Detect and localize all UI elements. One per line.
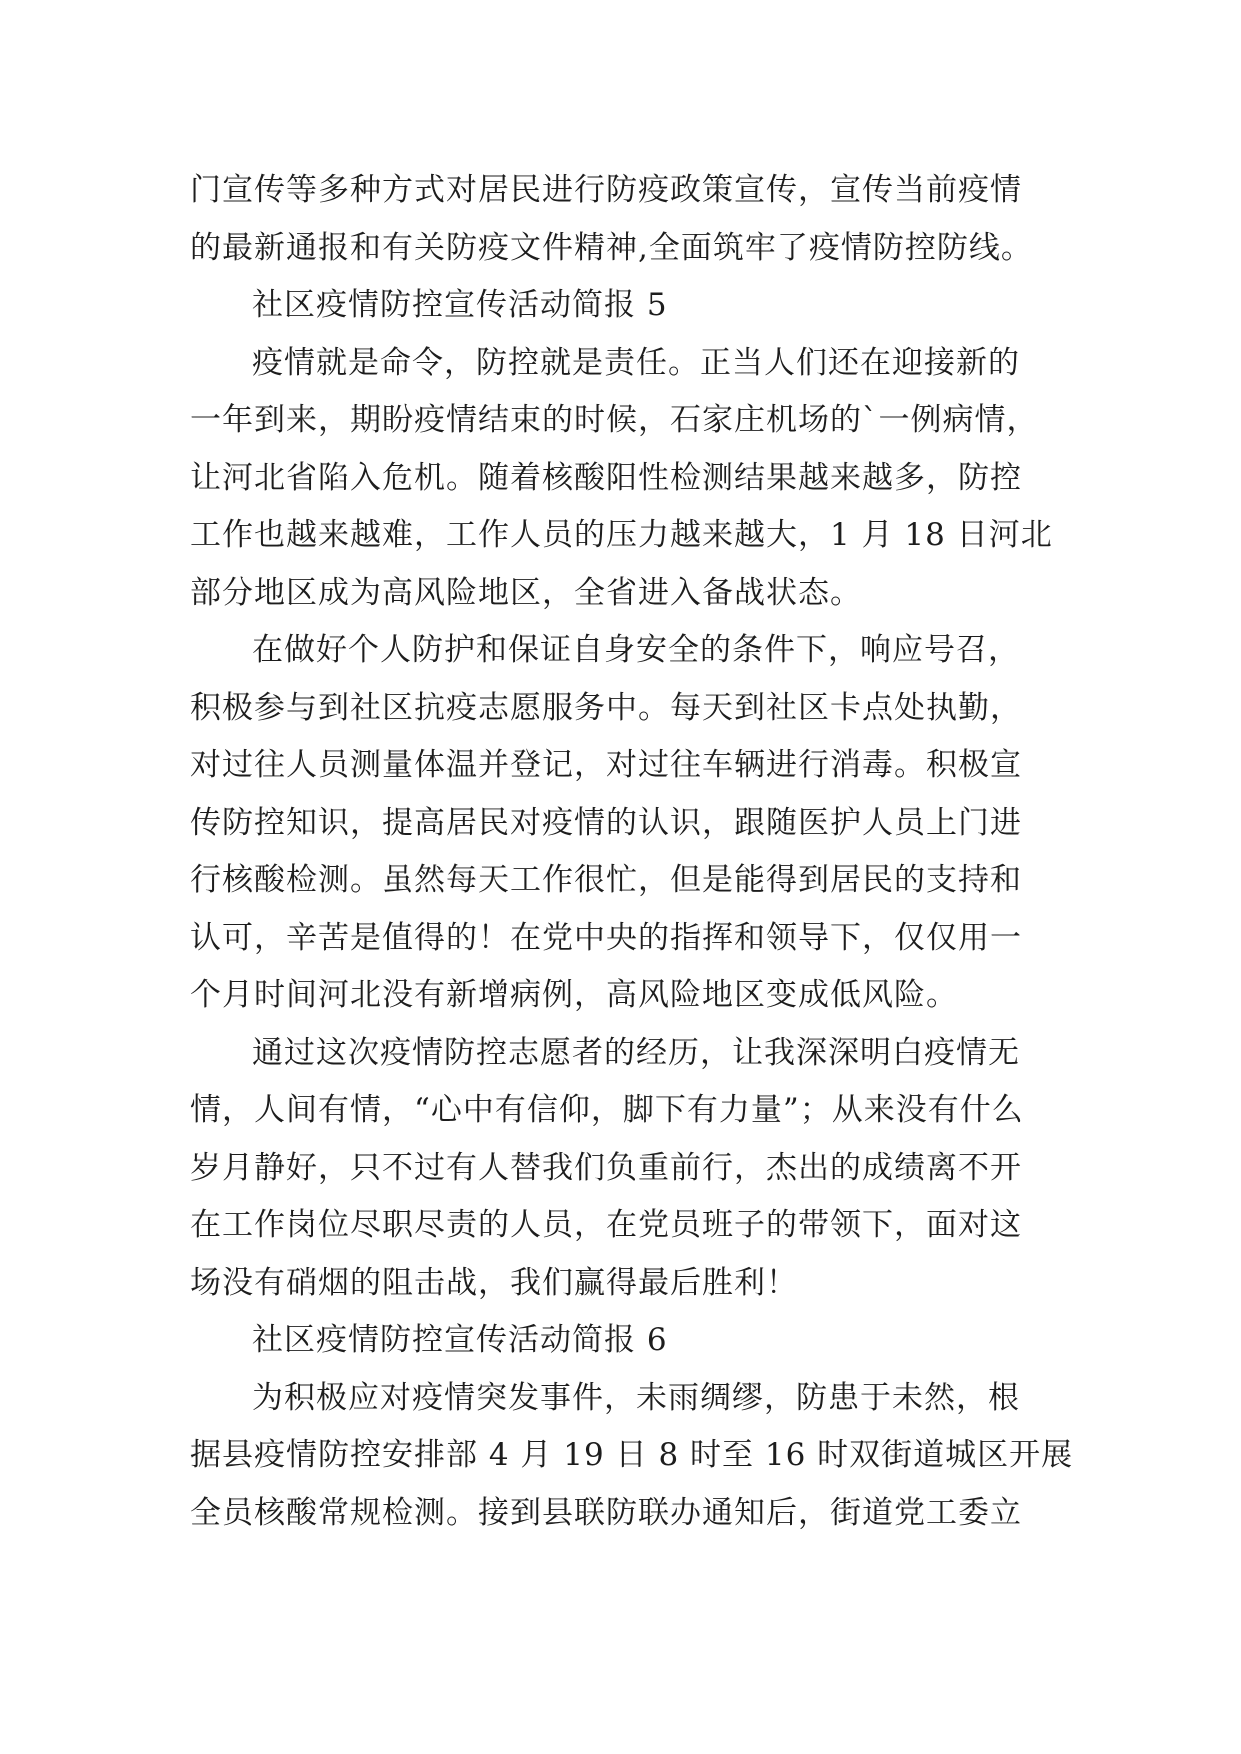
paragraph-line: 工作也越来越难，工作人员的压力越来越大，1 月 18 日河北 xyxy=(190,517,1053,553)
paragraph-line: 为积极应对疫情突发事件，未雨绸缪，防患于未然，根 xyxy=(252,1379,1020,1416)
paragraph-line: 积极参与到社区抗疫志愿服务中。每天到社区卡点处执勤， xyxy=(190,689,1022,726)
paragraph-line: 传防控知识，提高居民对疫情的认识，跟随医护人员上门进 xyxy=(190,804,1022,841)
section-heading-5: 社区疫情防控宣传活动简报 5 xyxy=(252,287,668,323)
paragraph-line: 岁月静好，只不过有人替我们负重前行，杰出的成绩离不开 xyxy=(190,1149,1022,1186)
paragraph-line: 情，人间有情，“心中有信仰，脚下有力量”；从来没有什么 xyxy=(190,1092,1024,1128)
paragraph-line: 据县疫情防控安排部 4 月 19 日 8 时至 16 时双街道城区开展 xyxy=(190,1437,1074,1473)
section-heading-6: 社区疫情防控宣传活动简报 6 xyxy=(252,1322,668,1358)
paragraph-line: 一年到来，期盼疫情结束的时候，石家庄机场的`一例病情， xyxy=(190,402,1039,438)
paragraph-line: 认可，辛苦是值得的！在党中央的指挥和领导下，仅仅用一 xyxy=(190,919,1022,956)
paragraph-line: 在工作岗位尽职尽责的人员，在党员班子的带领下，面对这 xyxy=(190,1207,1022,1243)
paragraph-line: 让河北省陷入危机。随着核酸阳性检测结果越来越多，防控 xyxy=(190,459,1022,496)
paragraph-line: 的最新通报和有关防疫文件精神,全面筑牢了疫情防控防线。 xyxy=(190,229,1033,266)
paragraph-line: 通过这次疫情防控志愿者的经历，让我深深明白疫情无 xyxy=(252,1034,1020,1071)
paragraph-line: 门宣传等多种方式对居民进行防疫政策宣传，宣传当前疫情 xyxy=(190,172,1022,208)
paragraph-line: 在做好个人防护和保证自身安全的条件下，响应号召， xyxy=(252,632,1020,668)
document-body xyxy=(190,162,1074,1542)
paragraph-line: 场没有硝烟的阻击战，我们赢得最后胜利！ xyxy=(190,1264,798,1301)
paragraph-line: 行核酸检测。虽然每天工作很忙，但是能得到居民的支持和 xyxy=(190,862,1022,898)
paragraph-line: 疫情就是命令，防控就是责任。正当人们还在迎接新的 xyxy=(252,344,1020,381)
paragraph-line: 对过往人员测量体温并登记，对过往车辆进行消毒。积极宣 xyxy=(190,747,1022,783)
paragraph-line: 个月时间河北没有新增病例，高风险地区变成低风险。 xyxy=(190,977,958,1013)
paragraph-line: 部分地区成为高风险地区，全省进入备战状态。 xyxy=(190,574,862,611)
paragraph-line: 全员核酸常规检测。接到县联防联办通知后，街道党工委立 xyxy=(190,1494,1022,1531)
